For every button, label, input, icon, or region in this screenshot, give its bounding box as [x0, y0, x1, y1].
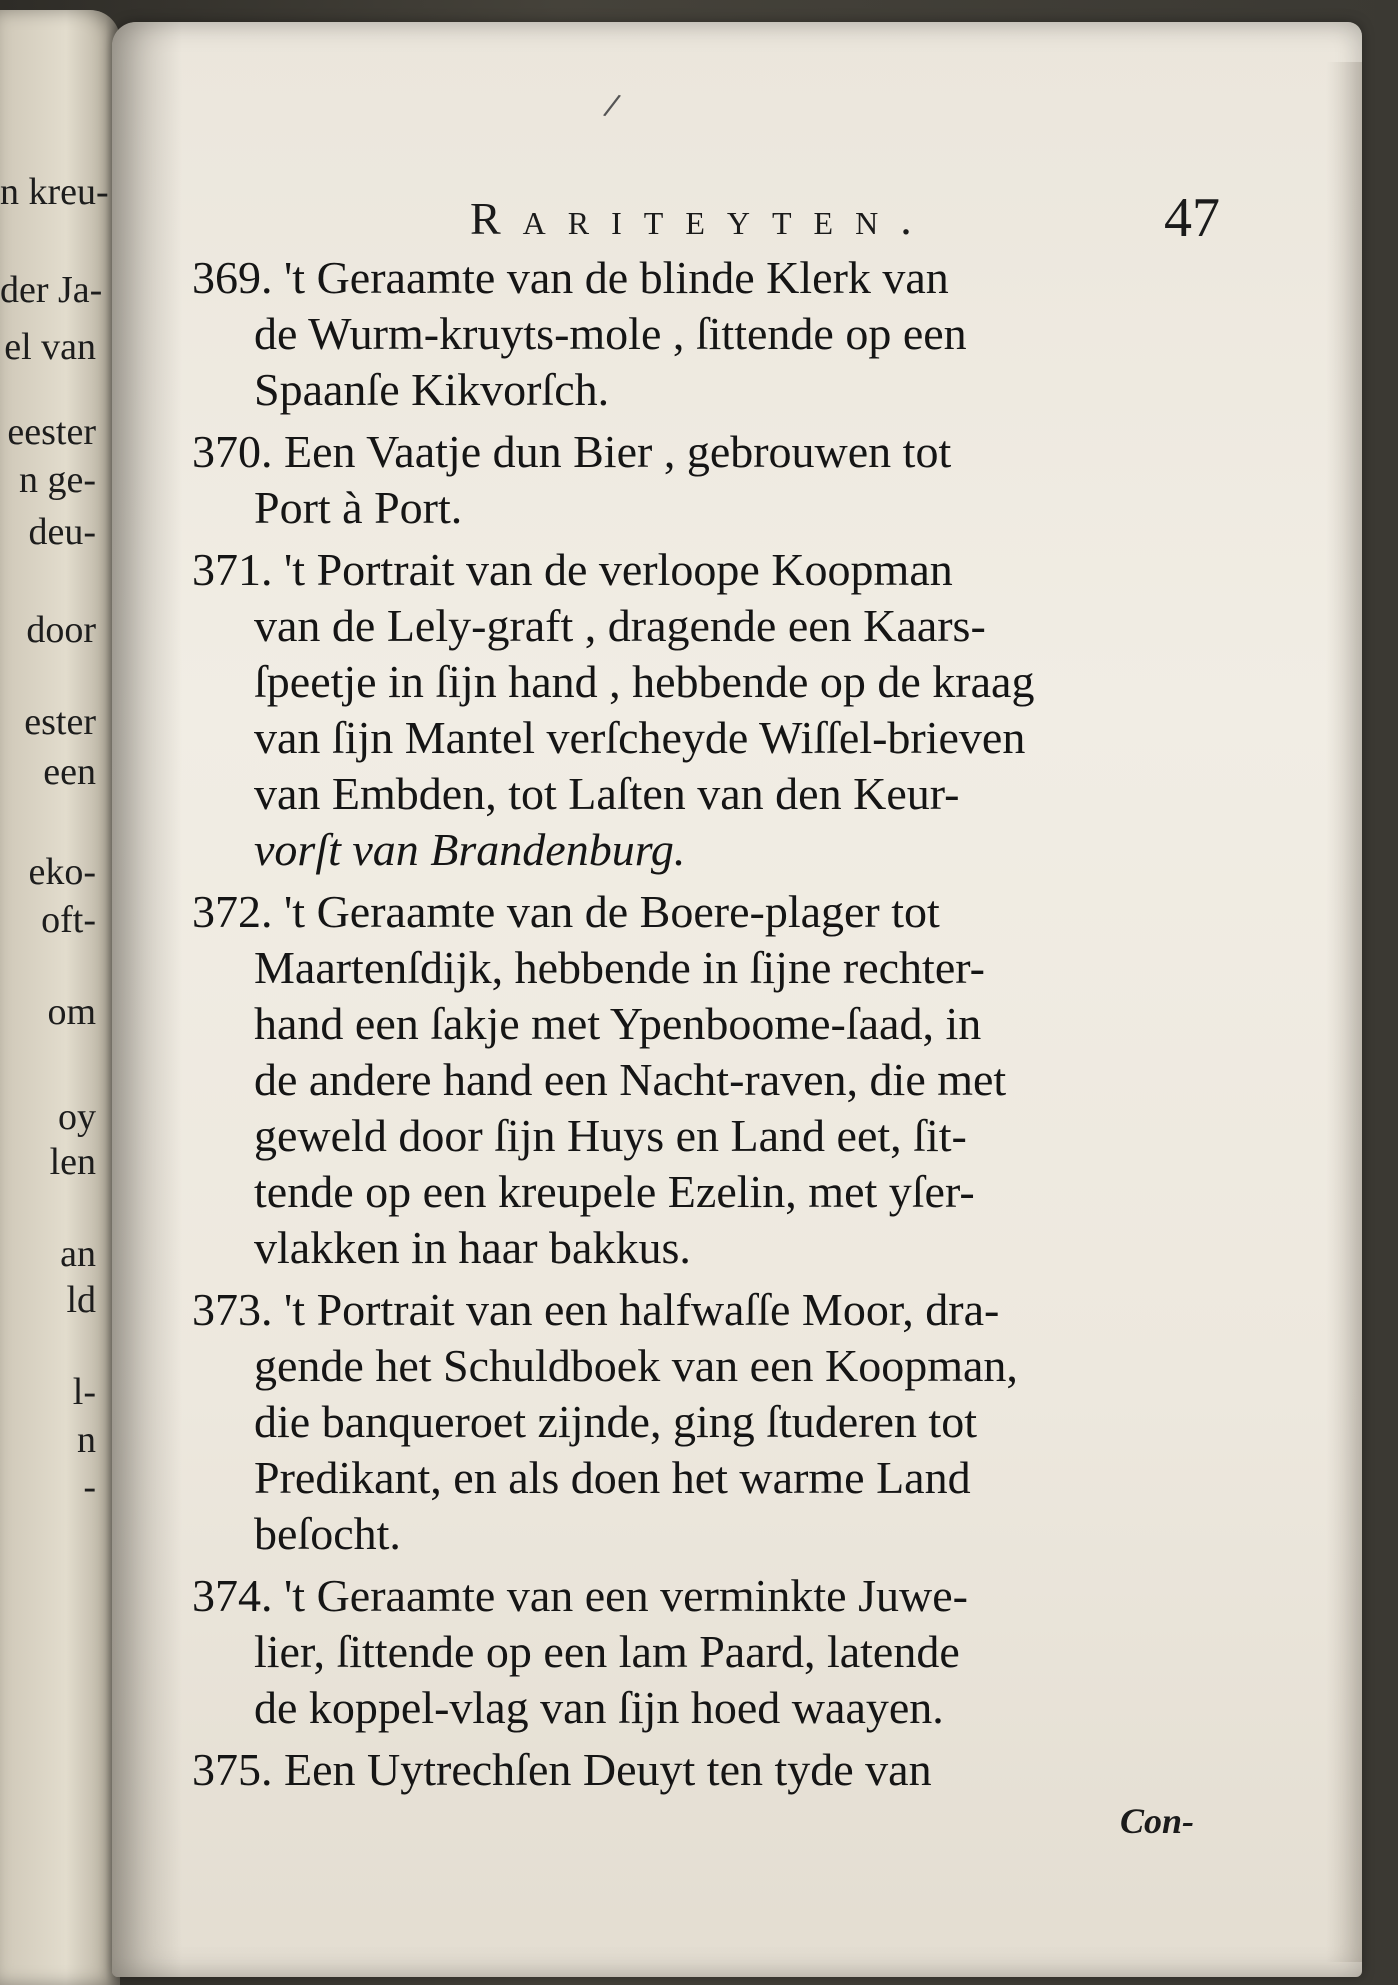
running-title: Rariteyten.: [470, 193, 934, 244]
catalogue-entry-373: [192, 1282, 1222, 1562]
entry-line: 372. 't Geraamte van de Boere-plager tot: [192, 886, 940, 937]
left-page-fragment: l-: [72, 1371, 96, 1413]
entry-line: de koppel-vlag van ſijn hoed waayen.: [254, 1682, 944, 1733]
entry-line: tende op een kreupele Ezelin, met yſer-: [254, 1166, 975, 1217]
entry-line: 369. 't Geraamte van de blinde Klerk van: [192, 252, 949, 303]
entry-line: hand een ſakje met Ypenboome-ſaad, in: [254, 998, 982, 1049]
gutter-shadow: [112, 22, 182, 1977]
left-page-fragment: oy: [58, 1096, 96, 1138]
entry-line: van Embden, tot Laſten van den Keur-: [254, 768, 960, 819]
entry-line: vlakken in haar bakkus.: [254, 1222, 691, 1273]
entry-line: gende het Schuldboek van een Koopman,: [254, 1340, 1018, 1391]
left-page-fragment: eester: [7, 411, 96, 453]
left-page-fragment: len: [49, 1141, 96, 1183]
entry-line: ſpeetje in ſijn hand , hebbende op de kraag: [254, 656, 1035, 707]
left-page-fragment: ld: [66, 1279, 96, 1321]
entry-line: 374. 't Geraamte van een verminkte Juwe-: [192, 1570, 968, 1621]
left-page-fragment: om: [47, 991, 96, 1033]
catalogue-entries: [192, 250, 1222, 1798]
entry-line: geweld door ſijn Huys en Land eet, ſit-: [254, 1110, 967, 1161]
entry-line: Port à Port.: [254, 482, 463, 533]
entry-line: Maartenſdijk, hebbende in ſijne rechter-: [254, 942, 985, 993]
left-page-fragment: deu-: [28, 511, 96, 553]
catalogue-entry-370: [192, 424, 1222, 536]
entry-line: van de Lely-graft , dragende een Kaars-: [254, 600, 986, 651]
entry-line: de andere hand een Nacht-raven, die met: [254, 1054, 1007, 1105]
entry-line: van ſijn Mantel verſcheyde Wiſſel-brieven: [254, 712, 1026, 763]
left-page-fragment: ester: [24, 701, 96, 743]
ink-mark: /: [601, 87, 623, 124]
entry-line: de Wurm-kruyts-mole , ſittende op een: [254, 308, 967, 359]
entry-line: 371. 't Portrait van de verloope Koopman: [192, 544, 953, 595]
left-page-fragment: -: [83, 1466, 96, 1508]
entry-line: vorſt van Brandenburg.: [254, 824, 686, 875]
entry-line: 370. Een Vaatje dun Bier , gebrouwen tot: [192, 426, 952, 477]
left-page-fragment: der Ja-: [0, 269, 103, 311]
left-page-fragment: een: [43, 751, 96, 793]
left-page-fragment: an: [60, 1233, 96, 1275]
page-edge-shadow: [1326, 62, 1362, 1962]
catalogue-entry-371: [192, 542, 1222, 878]
left-page-fragment: n: [77, 1419, 96, 1461]
left-page-fragment: door: [26, 609, 96, 651]
left-page-fragment: el van: [4, 326, 96, 368]
book-page: [112, 22, 1362, 1977]
page-number: 47: [1164, 187, 1220, 249]
left-page-fragment: eko-: [28, 851, 96, 893]
catalogue-entry-375: [192, 1742, 1222, 1798]
entry-line: 373. 't Portrait van een halfwaſſe Moor, dra-: [192, 1284, 1000, 1335]
entry-line: beſocht.: [254, 1508, 401, 1559]
left-page-fragment: n ge-: [18, 459, 96, 501]
entry-line: Spaanſe Kikvorſch.: [254, 364, 610, 415]
catchword: Con-: [1120, 1801, 1195, 1841]
entry-line: lier, ſittende op een lam Paard, latende: [254, 1626, 960, 1677]
catalogue-entry-369: [192, 250, 1222, 418]
left-page-fragment: oft-: [41, 899, 96, 941]
left-page-fragment: n kreu-: [0, 171, 109, 213]
catalogue-entry-374: [192, 1568, 1222, 1736]
entry-line: 375. Een Uytrechſen Deuyt ten tyde van: [192, 1744, 932, 1795]
entry-line: Predikant, en als doen het warme Land: [254, 1452, 971, 1503]
left-page-edge: [0, 10, 120, 1985]
catalogue-entry-372: [192, 884, 1222, 1276]
entry-line: die banqueroet zijnde, ging ſtuderen tot: [254, 1396, 977, 1447]
